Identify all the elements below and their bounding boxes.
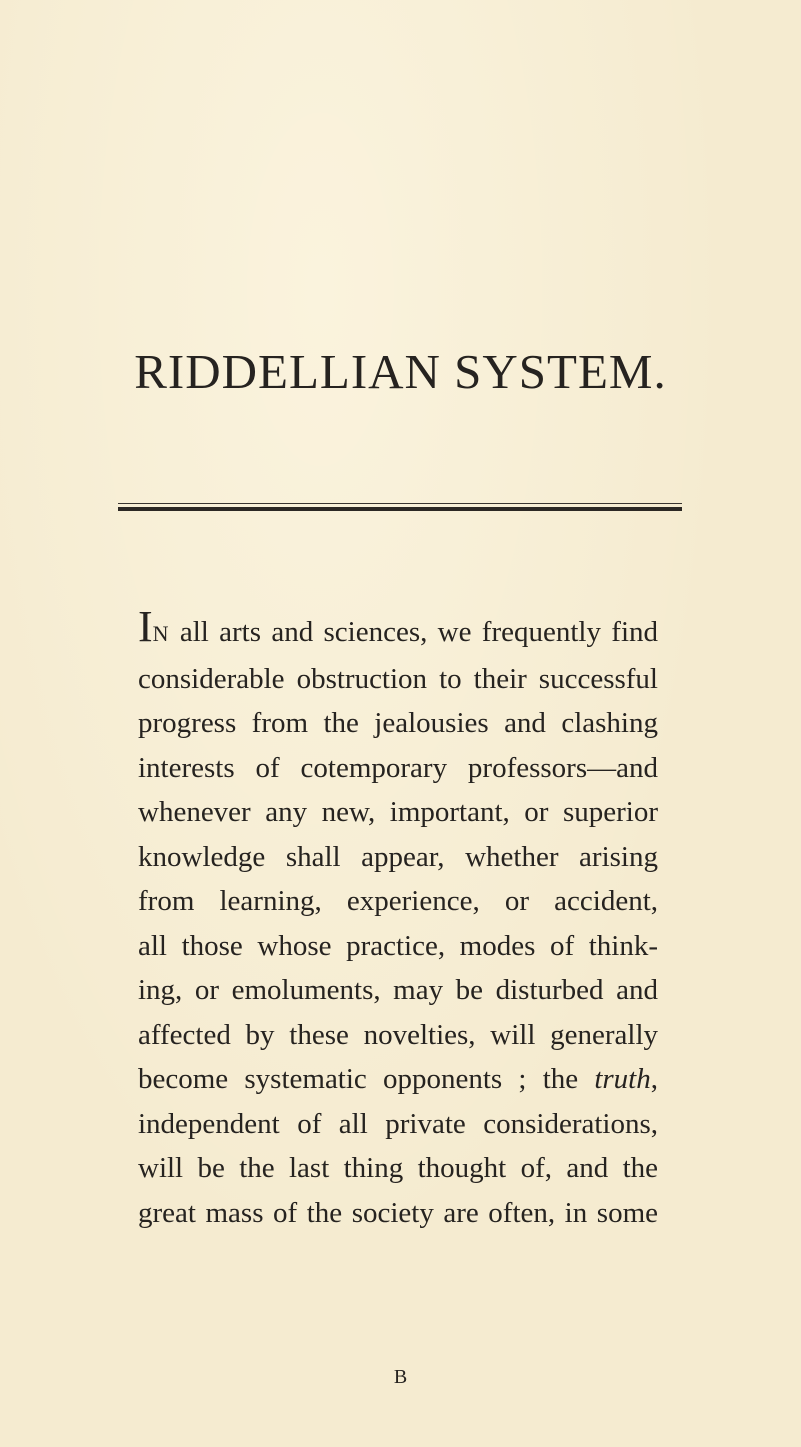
paragraph-line: affected by these novelties, will generally	[138, 1018, 658, 1051]
paragraph-line: from learning, experience, or accident,	[138, 885, 658, 917]
small-cap: N	[152, 621, 170, 646]
paragraph-line: great mass of the society are often, in some	[138, 1196, 658, 1229]
double-rule-divider	[118, 503, 682, 512]
paragraph-line: ing, or emoluments, may be disturbed and	[138, 974, 658, 1006]
rule-thin-line	[118, 503, 682, 504]
rule-thick-line	[118, 507, 682, 511]
paragraph-line: independent of all private considerations,	[138, 1107, 658, 1140]
paragraph-line: whenever any new, important, or superior	[138, 796, 658, 828]
paragraph-line: interests of cotemporary professors—and	[138, 751, 658, 784]
paragraph-line	[138, 602, 658, 657]
drop-cap: I	[138, 602, 153, 651]
paragraph-line: will be the last thing thought of, and the	[138, 1152, 658, 1184]
paragraph-line	[138, 1057, 658, 1102]
paragraph-line: all those whose practice, modes of think-	[138, 929, 658, 962]
chapter-title: RIDDELLIAN SYSTEM.	[134, 344, 667, 399]
paragraph-line: progress from the jealousies and clashing	[138, 707, 658, 739]
italic-emphasis: truth	[594, 1063, 651, 1095]
body-paragraph	[138, 602, 658, 1235]
paragraph-line: knowledge shall appear, whether arising	[138, 840, 658, 873]
signature-mark: B	[393, 1366, 408, 1388]
line-punct: ,	[650, 1063, 658, 1095]
line-text: become systematic opponents ; the	[138, 1063, 595, 1095]
line-text: all arts and sciences, we frequently find	[169, 616, 658, 648]
paragraph-line: considerable obstruction to their successful	[138, 662, 658, 695]
